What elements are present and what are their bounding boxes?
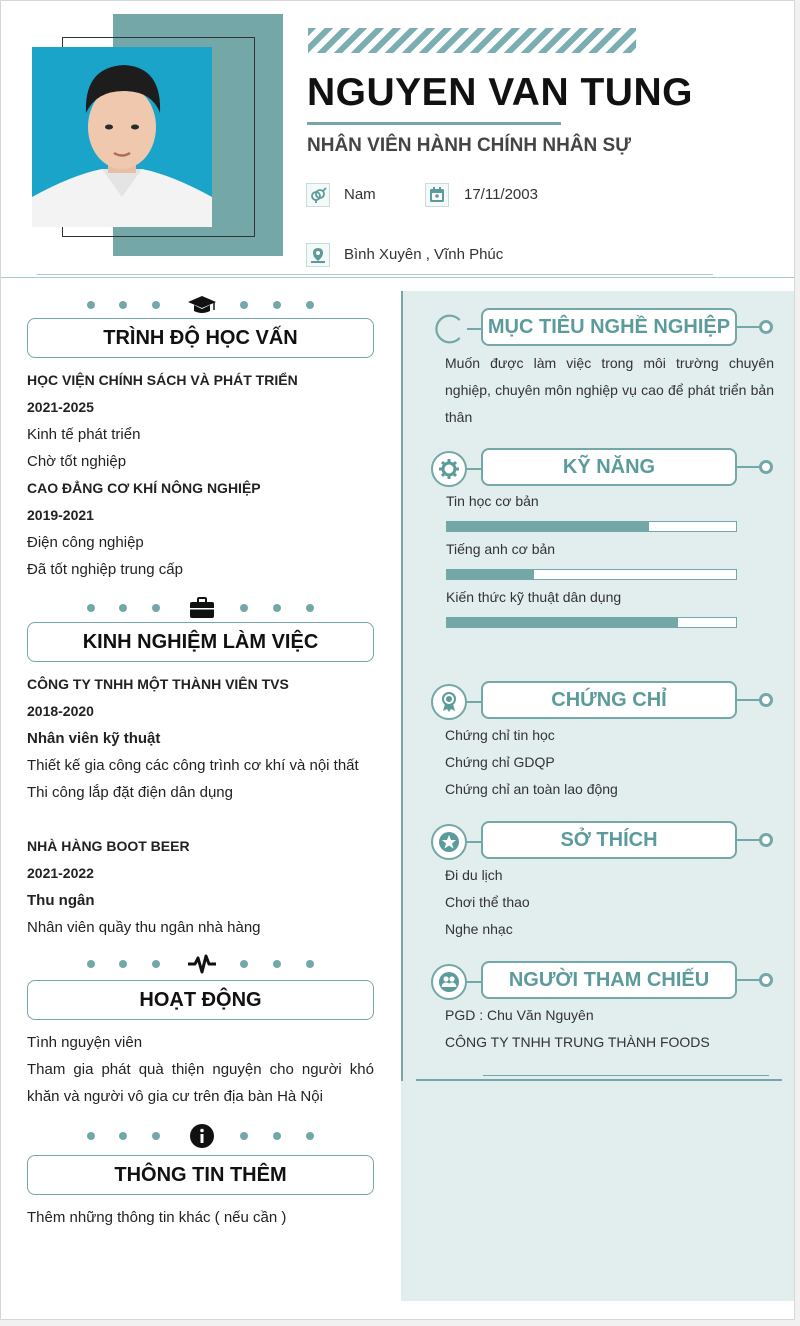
connector-dot bbox=[759, 460, 773, 474]
loading-arc-icon bbox=[431, 311, 467, 347]
profile-photo bbox=[32, 47, 212, 227]
certificate-item: Chứng chỉ an toàn lao động bbox=[445, 781, 618, 797]
candidate-name: NGUYEN VAN TUNG bbox=[307, 71, 693, 114]
section-divider-dots bbox=[83, 595, 323, 621]
hobby-item: Chơi thể thao bbox=[445, 894, 530, 910]
connector-dot bbox=[759, 833, 773, 847]
briefcase-icon bbox=[187, 595, 217, 621]
skills-header bbox=[431, 448, 781, 488]
company-name: CÔNG TY TNHH MỘT THÀNH VIÊN TVS bbox=[27, 676, 289, 692]
award-icon bbox=[431, 684, 467, 720]
right-panel-bottom-line bbox=[416, 1079, 782, 1081]
section-divider-dots bbox=[83, 292, 323, 318]
section-title-activities: HOẠT ĐỘNG bbox=[27, 980, 374, 1020]
job-position: Nhân viên kỹ thuật bbox=[27, 730, 161, 747]
school-major: Điện công nghiệp bbox=[27, 534, 144, 551]
graduation-cap-icon bbox=[187, 292, 217, 318]
info-icon bbox=[187, 1123, 217, 1149]
school-major: Kinh tế phát triển bbox=[27, 426, 141, 443]
company-name: NHÀ HÀNG BOOT BEER bbox=[27, 838, 190, 854]
certificate-item: Chứng chỉ GDQP bbox=[445, 754, 555, 770]
school-period: 2021-2025 bbox=[27, 399, 94, 415]
address-value: Bình Xuyên , Vĩnh Phúc bbox=[344, 246, 504, 263]
certificates-header bbox=[431, 681, 781, 721]
job-duty: Nhân viên quầy thu ngân nhà hàng bbox=[27, 919, 261, 936]
skill-bar bbox=[446, 569, 737, 580]
school-status: Chờ tốt nghiệp bbox=[27, 453, 127, 470]
skill-bar bbox=[446, 617, 737, 628]
section-title-objective: MỤC TIÊU NGHỀ NGHIỆP bbox=[481, 308, 737, 346]
section-title-certificates: CHỨNG CHỈ bbox=[481, 681, 737, 719]
birthday-value: 17/11/2003 bbox=[464, 186, 538, 203]
job-duty: Thi công lắp đặt điện dân dụng bbox=[27, 784, 233, 801]
reference-item: PGD : Chu Văn Nguyên bbox=[445, 1007, 594, 1023]
school-period: 2019-2021 bbox=[27, 507, 94, 523]
star-icon bbox=[431, 824, 467, 860]
location-icon bbox=[306, 243, 330, 267]
more-info-text: Thêm những thông tin khác ( nếu cần ) bbox=[27, 1209, 287, 1226]
hobbies-header bbox=[431, 821, 781, 861]
skill-bar-fill bbox=[447, 618, 678, 627]
section-title-skills: KỸ NĂNG bbox=[481, 448, 737, 486]
hobby-item: Đi du lịch bbox=[445, 867, 503, 883]
header-divider-inner bbox=[37, 274, 713, 275]
reference-item: CÔNG TY TNHH TRUNG THÀNH FOODS bbox=[445, 1034, 710, 1050]
gear-icon bbox=[431, 451, 467, 487]
section-title-education: TRÌNH ĐỘ HỌC VẤN bbox=[27, 318, 374, 358]
skill-bar-fill bbox=[447, 522, 649, 531]
section-title-references: NGƯỜI THAM CHIẾU bbox=[481, 961, 737, 999]
connector-dot bbox=[759, 320, 773, 334]
name-underline bbox=[307, 122, 561, 125]
pulse-icon bbox=[187, 951, 217, 977]
objective-header bbox=[431, 308, 781, 348]
job-period: 2018-2020 bbox=[27, 703, 94, 719]
right-panel-bottom-line-inner bbox=[483, 1075, 769, 1076]
skill-label: Tin học cơ bản bbox=[446, 493, 539, 509]
section-divider-dots bbox=[83, 1123, 323, 1149]
skill-label: Kiến thức kỹ thuật dân dụng bbox=[446, 589, 622, 605]
connector-dot bbox=[759, 693, 773, 707]
section-title-hobbies: SỞ THÍCH bbox=[481, 821, 737, 859]
skill-bar bbox=[446, 521, 737, 532]
right-panel-border bbox=[401, 291, 403, 1081]
header-divider bbox=[1, 277, 795, 278]
school-name: CAO ĐẲNG CƠ KHÍ NÔNG NGHIỆP bbox=[27, 480, 261, 496]
section-divider-dots bbox=[83, 951, 323, 977]
gender-value: Nam bbox=[344, 186, 376, 203]
skill-bar-fill bbox=[447, 570, 534, 579]
job-duty: Thiết kế gia công các công trình cơ khí và nội thất bbox=[27, 757, 359, 774]
decorative-stripes bbox=[308, 28, 636, 53]
section-title-experience: KINH NGHIỆM LÀM VIỆC bbox=[27, 622, 374, 662]
users-icon bbox=[431, 964, 467, 1000]
school-status: Đã tốt nghiệp trung cấp bbox=[27, 561, 183, 578]
gender-icon bbox=[306, 183, 330, 207]
certificate-item: Chứng chỉ tin học bbox=[445, 727, 555, 743]
references-header bbox=[431, 961, 781, 1001]
school-name: HỌC VIỆN CHÍNH SÁCH VÀ PHÁT TRIỂN bbox=[27, 372, 298, 388]
job-position: Thu ngân bbox=[27, 892, 95, 909]
activity-role: Tình nguyện viên bbox=[27, 1034, 143, 1051]
skill-label: Tiếng anh cơ bản bbox=[446, 541, 556, 557]
section-title-more-info: THÔNG TIN THÊM bbox=[27, 1155, 374, 1195]
objective-text: Muốn được làm việc trong môi trường chuyên nghiệp, chuyên môn nghiệp vụ cao để phát triển bản thân bbox=[445, 355, 774, 425]
calendar-icon bbox=[425, 183, 449, 207]
job-period: 2021-2022 bbox=[27, 865, 94, 881]
hobby-item: Nghe nhạc bbox=[445, 921, 513, 937]
activity-description: Tham gia phát quà thiện nguyện cho người khó khăn và người vô gia cư trên địa bàn Hà Nội bbox=[27, 1061, 374, 1105]
connector-dot bbox=[759, 973, 773, 987]
job-title: NHÂN VIÊN HÀNH CHÍNH NHÂN SỰ bbox=[307, 135, 631, 156]
